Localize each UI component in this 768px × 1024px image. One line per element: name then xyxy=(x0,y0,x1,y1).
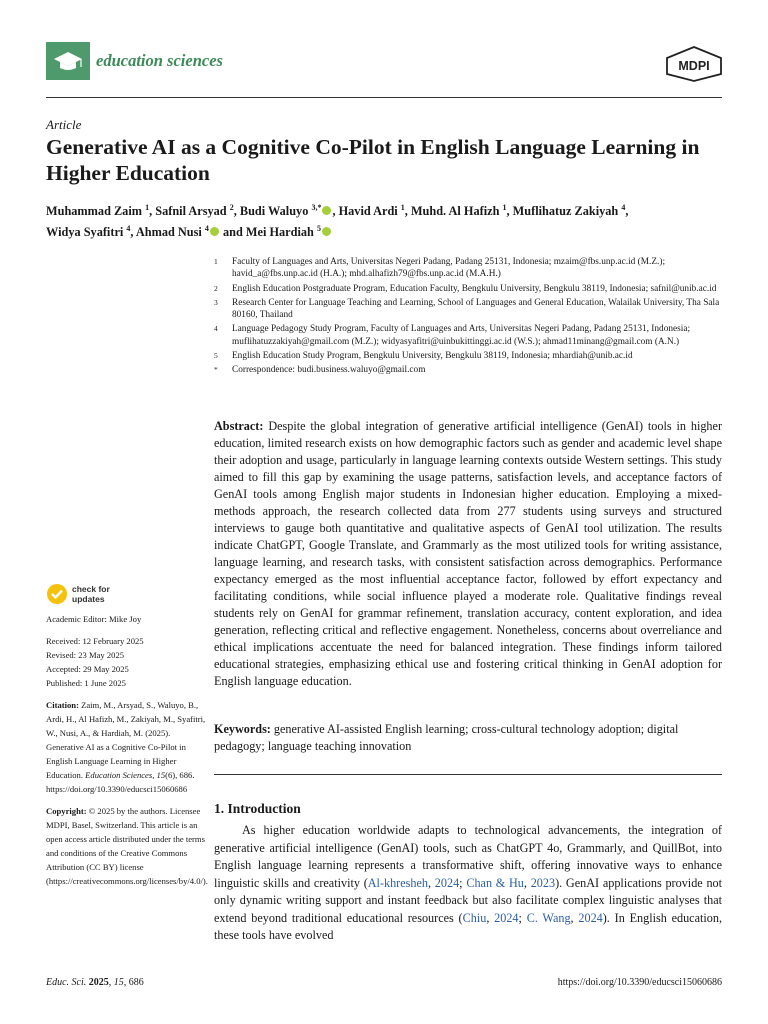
author-name[interactable]: Widya Syafitri xyxy=(46,225,124,240)
introduction-text xyxy=(214,822,722,945)
author-separator: , xyxy=(404,204,411,219)
author-separator: , xyxy=(130,225,136,240)
author-affiliation-marker: 2 xyxy=(229,203,234,212)
citation-link[interactable]: 2024 xyxy=(578,910,603,925)
citation-link[interactable]: 2023 xyxy=(530,875,556,890)
intro-text-part: ). In English education, these tools have evolved xyxy=(214,910,723,942)
affiliation-number: 3 xyxy=(214,297,218,307)
affiliation-item xyxy=(214,256,726,281)
citation-journal: Education Sciences xyxy=(85,770,153,780)
affiliation-text: English Education Postgraduate Program, Education Faculty, Bengkulu University, Bengkulu 38119, Indonesia; safnil@unib.ac.id xyxy=(232,283,717,294)
author-affiliation-marker: 1 xyxy=(145,203,150,212)
editor-name: Mike Joy xyxy=(109,614,142,624)
mdpi-hexagon-icon xyxy=(664,46,724,82)
accepted-date: Accepted: 29 May 2025 xyxy=(46,664,129,674)
affiliation-text: Research Center for Language Teaching and Learning, School of Languages and General Education, Walailak University, Tha Sala 80160, Thailand xyxy=(232,297,720,321)
citation-link[interactable]: 2024 xyxy=(434,875,460,890)
author-name[interactable]: Budi Waluyo xyxy=(239,204,309,219)
author-separator: , xyxy=(625,204,629,219)
abstract-label: Abstract: xyxy=(214,419,264,433)
footer-year: 2025 xyxy=(88,977,109,988)
intro-text-part: ). GenAI applications provide not only dynamic writing support and instant feedback but also facilitate complex linguistic analyses that extend beyond traditional educational resources ( xyxy=(214,875,723,925)
affiliation-item xyxy=(214,350,726,362)
affiliation-number: 4 xyxy=(214,324,218,334)
citation-link[interactable]: Chan & Hu xyxy=(466,875,524,890)
intro-sep: , xyxy=(570,910,579,925)
affiliation-item xyxy=(214,297,726,322)
footer-journal: Educ. Sci. xyxy=(46,977,87,988)
intro-text-part: As higher education worldwide adapts to technological advancements, the integration of generative artificial intelligence (GenAI) tools, such as ChatGPT 4o, Grammarly, and QuillBot, into English language learning represents a transformative shift, offering innovative ways to enhance linguistic skills and creativity ( xyxy=(214,823,722,890)
mdpi-logo[interactable] xyxy=(664,46,724,87)
check-updates-text xyxy=(72,584,110,604)
footer-citation: Educ. Sci. 2025, 15, 686 xyxy=(46,977,144,988)
abstract xyxy=(214,418,722,690)
author-separator: , xyxy=(233,204,240,219)
affiliation-number: 5 xyxy=(214,351,218,361)
author-separator: , xyxy=(332,204,339,219)
copyright-text: © 2025 by the authors. Licensee MDPI, Basel, Switzerland. This article is an open access article distributed under the terms and conditions of the Creative Commons Attribution (CC BY) license (https://creativecommons.org/licenses/by/4.0/). xyxy=(46,806,208,886)
affiliation-number: 1 xyxy=(214,257,218,266)
header-divider xyxy=(46,97,722,98)
affiliation-text: Correspondence: budi.business.waluyo@gmail.com xyxy=(232,365,426,376)
affiliation-number: 2 xyxy=(214,283,218,293)
author-name[interactable]: Muhd. Al Hafizh xyxy=(410,204,500,219)
footer-doi[interactable]: https://doi.org/10.3390/educsci15060686 xyxy=(557,977,722,988)
citation-label: Citation: xyxy=(46,700,79,710)
affiliation-item xyxy=(214,364,726,376)
orcid-icon[interactable] xyxy=(210,227,219,236)
citation-doi[interactable]: (6), 686. https://doi.org/10.3390/educsci15060686 xyxy=(46,770,195,794)
author-separator: , xyxy=(149,204,156,219)
keywords-text: generative AI-assisted English learning; cross-cultural technology adoption; digital pedagogy; language teaching innovation xyxy=(214,722,679,753)
author-name[interactable]: Mei Hardiah xyxy=(245,225,314,240)
graduation-cap-icon xyxy=(46,42,90,80)
author-name[interactable]: Safnil Arsyad xyxy=(155,204,227,219)
affiliation-item xyxy=(214,323,726,348)
author-separator: , xyxy=(506,204,513,219)
check-updates-line1: check for xyxy=(72,584,110,594)
orcid-icon[interactable] xyxy=(322,227,331,236)
abstract-text: Despite the global integration of generative artificial intelligence (GenAI) tools in higher education, limited research exists on how demographic factors such as gender and academic level shape their adoption and usage, particularly in language learning contexts outside Western settings. This study aimed to fill this gap by examining the usage patterns, satisfaction levels, and acceptance factors of GenAI tools among English major students in Indonesian higher education. Employing a mixed-methods approach, the research collected data from 277 students using surveys and structured interviews to gauge both quantitative and qualitative aspects of GenAI tool utilization. The results indicate ChatGPT, Google Translate, and Grammarly as the most utilized tools for writing assistance, language learning, and research tasks, with consistent satisfaction across demographics. Performance expectancy emerged as the most influential acceptance factor, followed by effort expectancy and facilitating conditions, while social influence played a moderate role. Qualitative findings reveal students rely on GenAI for grammar refinement, translation accuracy, content exploration, and idea generation, reflecting critical and reflective engagement. Nonetheless, concerns about overreliance and ethical implications accentuate the need for balanced integration. These findings inform tailored educational strategies, emphasizing ethical use and fostering critical thinking in GenAI adoption for English language education. xyxy=(214,419,722,688)
publisher-name: MDPI xyxy=(678,59,710,73)
author-name[interactable]: Muflihatuz Zakiyah xyxy=(512,204,619,219)
article-title: Generative AI as a Cognitive Co-Pilot in English Language Learning in Higher Education xyxy=(46,135,700,185)
article-sidebar xyxy=(46,612,206,896)
copyright-label: Copyright: xyxy=(46,806,87,816)
affiliation-text: English Education Study Program, Bengkulu University, Bengkulu 38119, Indonesia; mhardiah@unib.ac.id xyxy=(232,351,633,362)
affiliation-item xyxy=(214,283,726,295)
journal-logo xyxy=(46,42,90,80)
citation-volume: , 15 xyxy=(152,770,166,780)
intro-sep: ; xyxy=(518,910,527,925)
footer-article-number: 686 xyxy=(128,977,144,988)
keywords xyxy=(214,721,722,755)
author-affiliation-marker: 3,* xyxy=(311,203,322,212)
check-for-updates-badge[interactable] xyxy=(46,583,166,605)
citation-block xyxy=(46,698,206,796)
citation-link[interactable]: 2024 xyxy=(494,910,519,925)
editor-label: Academic Editor: xyxy=(46,614,107,624)
journal-name[interactable]: education sciences xyxy=(96,51,223,70)
author-name[interactable]: Havid Ardi xyxy=(338,204,398,219)
affiliation-text: Language Pedagogy Study Program, Faculty of Languages and Arts, Universitas Negeri Padang, Padang 25131, Indonesia; muflihatuzzakiyah@gmail.com (M.Z.); widyasyafitri@uinbukittinggi.ac.id (W.S.); ahmad11minang@gmail.com (A.N.) xyxy=(232,324,691,347)
revised-date: Revised: 23 May 2025 xyxy=(46,650,125,660)
author-affiliation-marker: 1 xyxy=(502,203,507,212)
intro-sep: , xyxy=(486,910,495,925)
author-affiliation-marker: 4 xyxy=(204,224,209,234)
affiliations-list xyxy=(214,256,726,379)
orcid-icon[interactable] xyxy=(322,206,331,215)
section-heading-introduction: 1. Introduction xyxy=(214,801,301,816)
citation-link[interactable]: C. Wang xyxy=(526,910,571,925)
article-type: Article xyxy=(46,117,82,132)
academic-editor xyxy=(46,612,206,626)
affiliation-number: * xyxy=(214,365,218,375)
affiliation-text: Faculty of Languages and Arts, Universitas Negeri Padang, Padang 25131, Indonesia; mzaim@fbs.unp.ac.id (M.Z.); havid_a@fbs.unp.ac.id (H.A.); mhd.alhafizh79@fbs.unp.ac.id (M.A.H.) xyxy=(232,257,666,280)
received-date: Received: 12 February 2025 xyxy=(46,636,144,646)
citation-link[interactable]: Chiu xyxy=(462,910,487,925)
author-affiliation-marker: 5 xyxy=(316,224,321,234)
intro-sep: ; xyxy=(459,875,467,890)
keywords-label: Keywords: xyxy=(214,722,271,736)
citation-text: Zaim, M., Arsyad, S., Waluyo, B., Ardi, H., Al Hafizh, M., Zakiyah, M., Syafitri, W., Nusi, A., & Hardiah, M. (2025). Generative AI as a Cognitive Co-Pilot in English Language Learning in Higher Education. xyxy=(46,700,206,780)
author-affiliation-marker: 4 xyxy=(126,224,131,234)
section-divider xyxy=(214,774,722,775)
published-date: Published: 1 June 2025 xyxy=(46,678,126,688)
author-separator: and xyxy=(219,225,246,240)
author-affiliation-marker: 1 xyxy=(400,203,405,212)
author-list xyxy=(46,199,726,241)
author-name[interactable]: Ahmad Nusi xyxy=(135,225,202,240)
intro-sep: , xyxy=(523,875,531,890)
citation-link[interactable]: Al-khresheh xyxy=(367,875,428,890)
check-updates-line2: updates xyxy=(72,594,105,604)
copyright-block xyxy=(46,804,206,888)
footer-volume: 15 xyxy=(113,977,124,988)
author-affiliation-marker: 4 xyxy=(621,203,626,212)
author-name[interactable]: Muhammad Zaim xyxy=(46,204,142,219)
check-updates-icon xyxy=(46,583,68,605)
intro-sep: , xyxy=(428,875,435,890)
